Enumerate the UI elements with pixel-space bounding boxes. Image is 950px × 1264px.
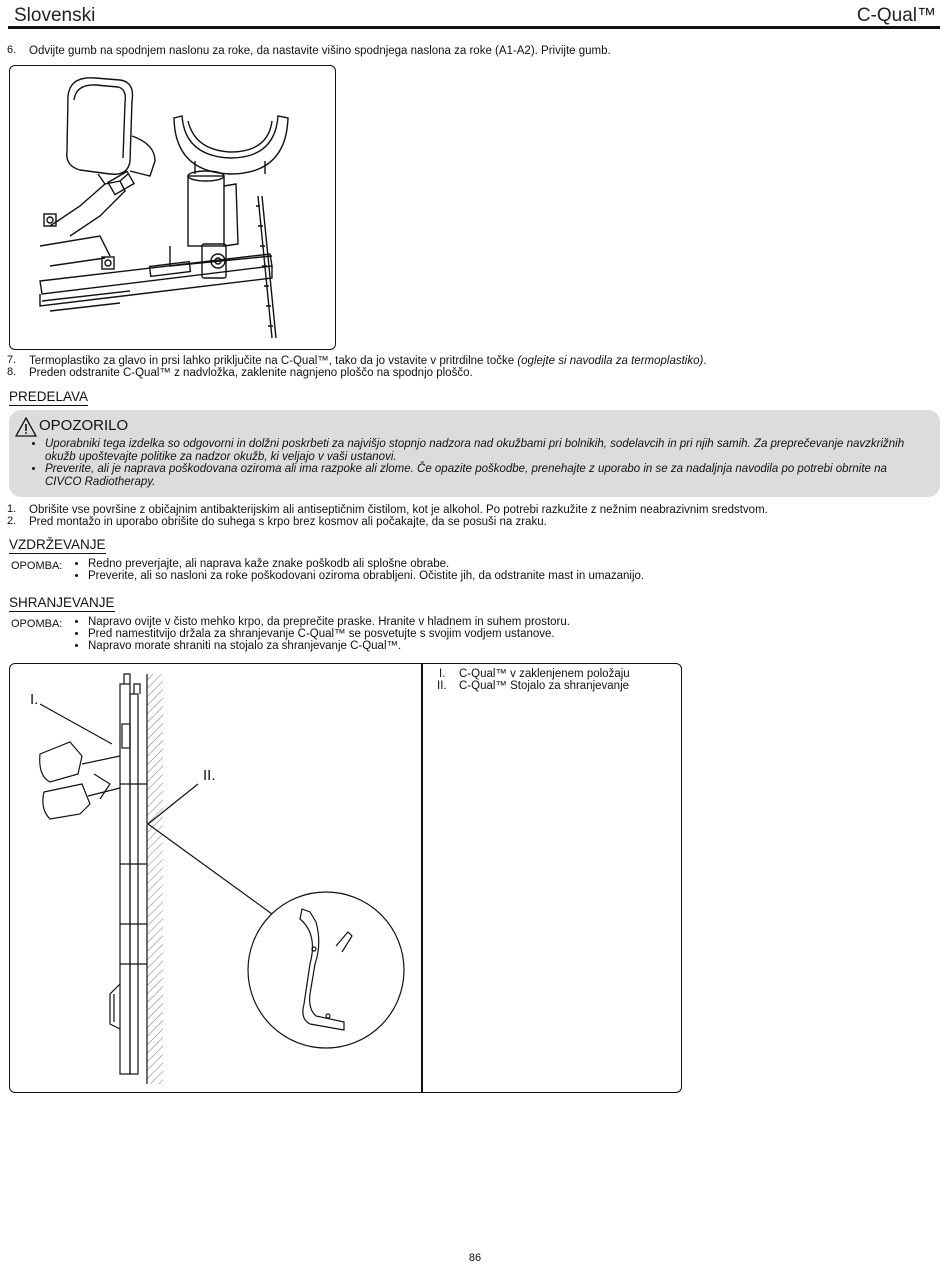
figure-label-1: I. <box>30 691 39 708</box>
armrest-figure <box>9 65 336 350</box>
caption-text: C-Qual™ Stojalo za shranjevanje <box>459 680 630 692</box>
caption-text: C-Qual™ v zaklenjenem položaju <box>459 668 630 680</box>
predelava-step-number: 2. <box>7 515 17 527</box>
predelava-step-text: Pred montažo in uporabo obrišite do suhega s krpo brez kosmov ali počakajte, da se posuši na zraku. <box>29 516 547 528</box>
header-product: C-Qual™ <box>856 5 936 26</box>
warning-item: • Preverite, ali je naprava poškodovana oziroma ali ima razpoke ali zlome. Če opazite poškodbe, prenehajte z uporabo in se za nadaljnja navodila po potrebi obrnite na CIVCO Radiotherapy. <box>45 463 925 488</box>
note-label: OPOMBA: <box>11 618 63 630</box>
predelava-step-text: Obrišite vse površine z običajnim antibakterijskim ali antiseptičnim čistilom, kot je alkohol. Po potrebi razkužite z nežnim neabrazivnim sredstvom. <box>29 504 768 516</box>
section-heading-predelava: PREDELAVA <box>9 389 89 404</box>
step-7-number: 7. <box>7 354 17 366</box>
maintenance-list <box>72 558 644 582</box>
warning-list <box>27 438 925 488</box>
caption-number: II. <box>437 680 447 692</box>
list-item: • Preverite, ali so nasloni za roke poškodovani oziroma obrabljeni. Očistite jih, da odstranite mast in umazanijo. <box>88 570 644 582</box>
list-item: • Redno preverjajte, ali naprava kaže znake poškodb ali splošne obrabe. <box>88 558 644 570</box>
step-8-text: Preden odstranite C-Qual™ z nadvložka, zaklenite nagnjeno ploščo na spodnjo ploščo. <box>29 367 473 379</box>
section-heading-vzdrzevanje: VZDRŽEVANJE <box>9 537 106 552</box>
header-language: Slovenski <box>14 5 96 26</box>
header-rule <box>8 26 940 29</box>
warning-item: • Uporabniki tega izdelka so odgovorni in dolžni poskrbeti za najvišjo stopnjo nadzora nad okužbami pri bolnikih, sodelavcih in pri njih samih. Za preprečevanje navzkrižnih okužb upoštevajte politike za nadzor okužb, ki veljajo v vaši ustanovi. <box>45 438 925 463</box>
caption-number: I. <box>439 668 446 680</box>
list-item: • Napravo ovijte v čisto mehko krpo, da preprečite praske. Hranite v hladnem in suhem prostoru. <box>88 616 570 628</box>
note-label: OPOMBA: <box>11 560 63 572</box>
list-item: • Napravo morate shraniti na stojalo za shranjevanje C-Qual™. <box>88 640 570 652</box>
figure-divider <box>421 664 423 1092</box>
storage-illustration <box>10 664 421 1092</box>
step-6-number: 6. <box>7 44 17 56</box>
page-number: 86 <box>468 1252 482 1264</box>
warning-icon <box>15 417 37 437</box>
list-item: • Pred namestitvijo držala za shranjevanje C-Qual™ se posvetujte s svojim vodjem ustanove. <box>88 628 570 640</box>
step-7-text: Termoplastiko za glavo in prsi lahko priključite na C-Qual™, tako da jo vstavite v pritrdilne točke (oglejte si navodila za termoplastiko). <box>29 355 707 367</box>
section-heading-shranjevanje: SHRANJEVANJE <box>9 595 115 610</box>
figure-label-2: II. <box>203 767 216 784</box>
storage-list <box>72 616 570 652</box>
step-6-text: Odvijte gumb na spodnjem naslonu za roke, da nastavite višino spodnjega naslona za roke (A1-A2). Privijte gumb. <box>29 45 611 57</box>
predelava-step-number: 1. <box>7 503 17 515</box>
warning-title: OPOZORILO <box>39 417 129 434</box>
armrest-illustration <box>10 66 335 349</box>
storage-figure <box>9 663 682 1093</box>
warning-box <box>9 410 940 497</box>
step-8-number: 8. <box>7 366 17 378</box>
